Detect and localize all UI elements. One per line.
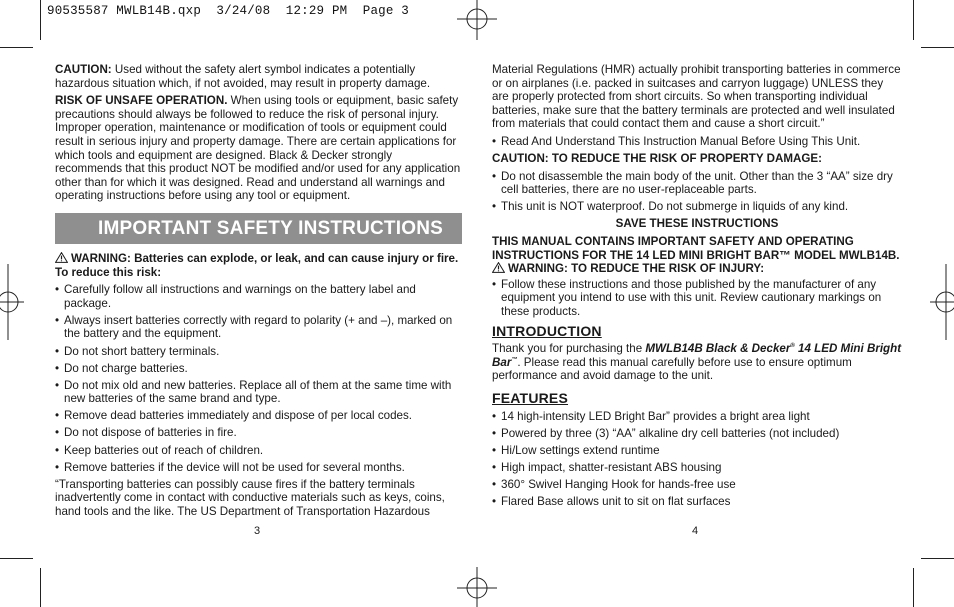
injury-warning: WARNING: TO REDUCE THE RISK OF INJURY: [508,262,765,276]
battery-warning [55,252,462,279]
features-list [492,410,902,509]
list-item: • This unit is NOT waterproof. Do not submerge in liquids of any kind. [492,200,902,214]
list-item: • Keep batteries out of reach of children. [55,444,462,458]
list-item: • 14 high-intensity LED Bright Bar” provides a bright area light [492,410,902,424]
transport-paragraph: “Transporting batteries can possibly cause fires if the battery terminals inadvertently come in contact with conductive materials such as keys, coins, hand tools and the like. The US Department of Transportation Hazardous [55,477,445,518]
introduction-paragraph [492,342,902,383]
intro-product: 14 LED Mini Bright Bar [492,342,902,369]
caution-paragraph [55,63,462,90]
risk-paragraph [55,94,462,203]
battery-bullet-list [55,283,462,474]
list-item: • 360° Swivel Hanging Hook for hands-free use [492,478,902,492]
intro-text: . Please read this manual carefully before use to ensure optimum performance and avoid damage to the unit. [492,355,852,383]
crop-mark [0,558,33,559]
left-column [55,63,462,523]
battery-warning-text: WARNING: Batteries can explode, or leak, and can cause injury or fire. To reduce this risk: [55,251,459,279]
trademark: ™ [511,356,518,363]
list-item: • Follow these instructions and those published by the manufacturer of any equipment you intend to use with this unit. Review cautionary markings on these products. [492,278,902,319]
registration-mark-icon [930,264,954,340]
property-caution: CAUTION: TO REDUCE THE RISK OF PROPERTY DAMAGE: [492,152,823,166]
list-item: • High impact, shatter-resistant ABS housing [492,461,902,475]
page-number-right: 4 [692,525,699,537]
list-item: • Carefully follow all instructions and warnings on the battery label and package. [55,283,462,310]
registration-mark-icon [457,0,497,40]
list-item: • Do not dispose of batteries in fire. [55,426,462,440]
list-item: • Powered by three (3) “AA” alkaline dry cell batteries (not included) [492,427,902,441]
intro-product: MWLB14B Black & Decker [645,342,791,356]
risk-label: RISK OF UNSAFE OPERATION. [55,94,228,108]
crop-mark [40,0,41,40]
manual-notice [492,235,902,276]
crop-mark [921,558,954,559]
list-item: • Hi/Low settings extend runtime [492,444,902,458]
registration-mark-icon [0,264,24,340]
list-item: • Do not mix old and new batteries. Replace all of them at the same time with new batteries of the same brand and type. [55,379,462,406]
warning-triangle-icon [492,262,505,273]
warning-triangle-icon [55,252,68,263]
list-item: • Read And Understand This Instruction Manual Before Using This Unit. [492,135,902,149]
list-item: • Do not disassemble the main body of the unit. Other than the 3 “AA” size dry cell batteries, there are no user-replaceable parts. [492,170,902,197]
caution-text: Used without the safety alert symbol indicates a potentially hazardous situation which, if not avoided, may result in property damage. [55,63,431,90]
risk-text: When using tools or equipment, basic safety precautions should always be followed to reduce the risk of personal injury. Improper operation, maintenance or modification of tools or equipment could result in serious injury and property damage. There are certain applications for which tools and equipment are designed. Black & Decker strongly recommends that this product NOT be modified and/or used for any application other than for which it was designed. Read and understand all warnings and operating instructions before using any tool or equipment. [55,94,461,203]
right-column [492,63,902,512]
crop-mark [921,47,954,48]
manual-notice-text: THIS MANUAL CONTAINS IMPORTANT SAFETY AND OPERATING INSTRUCTIONS FOR THE 14 LED MINI BRIGHT BAR™ MODEL MWLB14B. [492,235,900,262]
property-bullet-list [492,170,902,214]
introduction-heading: INTRODUCTION [492,322,602,339]
save-instructions: SAVE THESE INSTRUCTIONS [615,217,779,231]
read-bullet-list [492,135,902,149]
caution-label: CAUTION: [55,63,112,76]
print-slug: 90535587 MWLB14B.qxp 3/24/08 12:29 PM Page 3 [47,4,409,18]
features-heading: FEATURES [492,389,569,406]
crop-mark [913,568,914,607]
injury-bullet-list [492,278,902,319]
list-item: • Do not charge batteries. [55,362,462,376]
list-item: • Remove dead batteries immediately and dispose of per local codes. [55,409,462,423]
crop-mark [913,0,914,40]
hmr-paragraph: Material Regulations (HMR) actually prohibit transporting batteries in commerce or on airplanes (i.e. packed in suitcases and carryon luggage) UNLESS they are properly protected from short circuits. So when transporting individual batteries, make sure that the battery terminals are protected and well insulated from materials that could contact them and cause a short circuit.” [492,63,901,131]
intro-text: Thank you for purchasing the [492,342,646,356]
list-item: • Remove batteries if the device will not be used for several months. [55,461,462,475]
list-item: • Flared Base allows unit to sit on flat surfaces [492,495,902,509]
crop-mark [0,47,33,48]
list-item: • Always insert batteries correctly with regard to polarity (+ and –), marked on the battery and the equipment. [55,314,462,341]
crop-mark [40,568,41,607]
list-item: • Do not short battery terminals. [55,345,462,359]
registered-mark: ® [790,343,795,350]
registration-mark-icon [457,567,497,607]
page-number-left: 3 [254,525,261,537]
safety-banner: IMPORTANT SAFETY INSTRUCTIONS [55,213,462,244]
